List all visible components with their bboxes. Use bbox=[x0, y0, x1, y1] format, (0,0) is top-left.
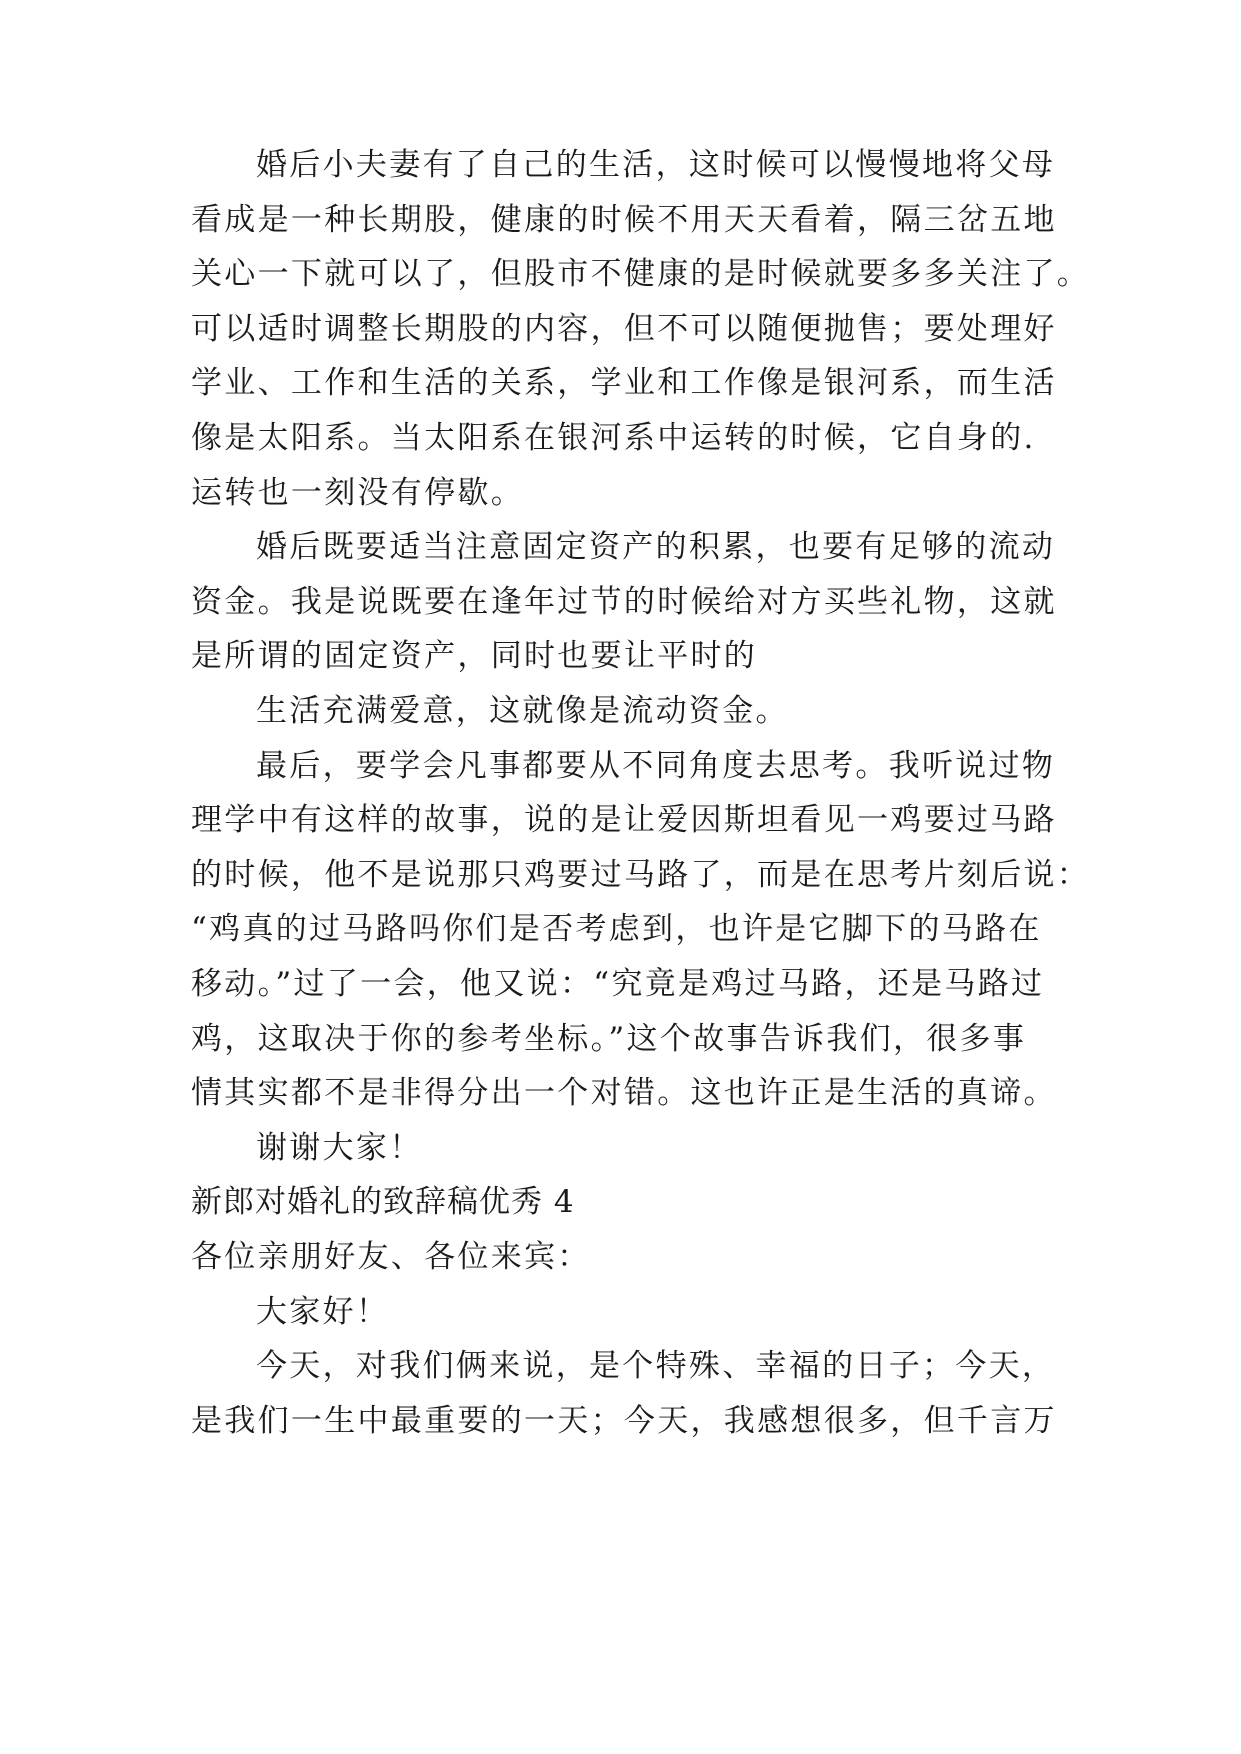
paragraph-line: 情其实都不是非得分出一个对错。这也许正是生活的真谛。 bbox=[191, 1075, 1057, 1111]
salutation: 各位亲朋好友、各位来宾： bbox=[191, 1239, 591, 1275]
closing-thanks: 谢谢大家！ bbox=[256, 1130, 423, 1166]
paragraph-line: 运转也一刻没有停歇。 bbox=[191, 475, 524, 511]
paragraph-line: 学业、工作和生活的关系，学业和工作像是银河系，而生活 bbox=[191, 365, 1057, 401]
paragraph-line: 今天，对我们俩来说，是个特殊、幸福的日子；今天， bbox=[256, 1348, 1056, 1384]
paragraph-line: 生活充满爱意，这就像是流动资金。 bbox=[256, 693, 789, 729]
paragraph-line: 可以适时调整长期股的内容，但不可以随便抛售；要处理好 bbox=[191, 311, 1057, 347]
paragraph-line: 婚后小夫妻有了自己的生活，这时候可以慢慢地将父母 bbox=[256, 147, 1056, 183]
paragraph-line: 最后，要学会凡事都要从不同角度去思考。我听说过物 bbox=[256, 748, 1056, 784]
paragraph-line: 资金。我是说既要在逢年过节的时候给对方买些礼物，这就 bbox=[191, 584, 1057, 620]
paragraph-line: 是我们一生中最重要的一天；今天，我感想很多，但千言万 bbox=[191, 1403, 1057, 1439]
section-heading: 新郎对婚礼的致辞稿优秀 4 bbox=[191, 1184, 575, 1220]
paragraph-line: 婚后既要适当注意固定资产的积累，也要有足够的流动 bbox=[256, 529, 1056, 565]
paragraph-line: 看成是一种长期股，健康的时候不用天天看着，隔三岔五地 bbox=[191, 202, 1057, 238]
paragraph-line: 的时候，他不是说那只鸡要过马路了，而是在思考片刻后说： bbox=[191, 857, 1091, 893]
paragraph-line: 理学中有这样的故事，说的是让爱因斯坦看见一鸡要过马路 bbox=[191, 802, 1057, 838]
paragraph-line: 移动。”过了一会，他又说：“究竟是鸡过马路，还是马路过 bbox=[191, 966, 1045, 1002]
paragraph-line: 关心一下就可以了，但股市不健康的是时候就要多多关注了。 bbox=[191, 256, 1091, 292]
paragraph-line: “鸡真的过马路吗你们是否考虑到，也许是它脚下的马路在 bbox=[191, 911, 1042, 947]
paragraph-line: 鸡，这取决于你的参考坐标。”这个故事告诉我们，很多事 bbox=[191, 1021, 1027, 1057]
paragraph-line: 像是太阳系。当太阳系在银河系中运转的时候，它自身的. bbox=[191, 420, 1036, 456]
greeting: 大家好！ bbox=[256, 1294, 390, 1330]
paragraph-line: 是所谓的固定资产，同时也要让平时的 bbox=[191, 638, 758, 674]
